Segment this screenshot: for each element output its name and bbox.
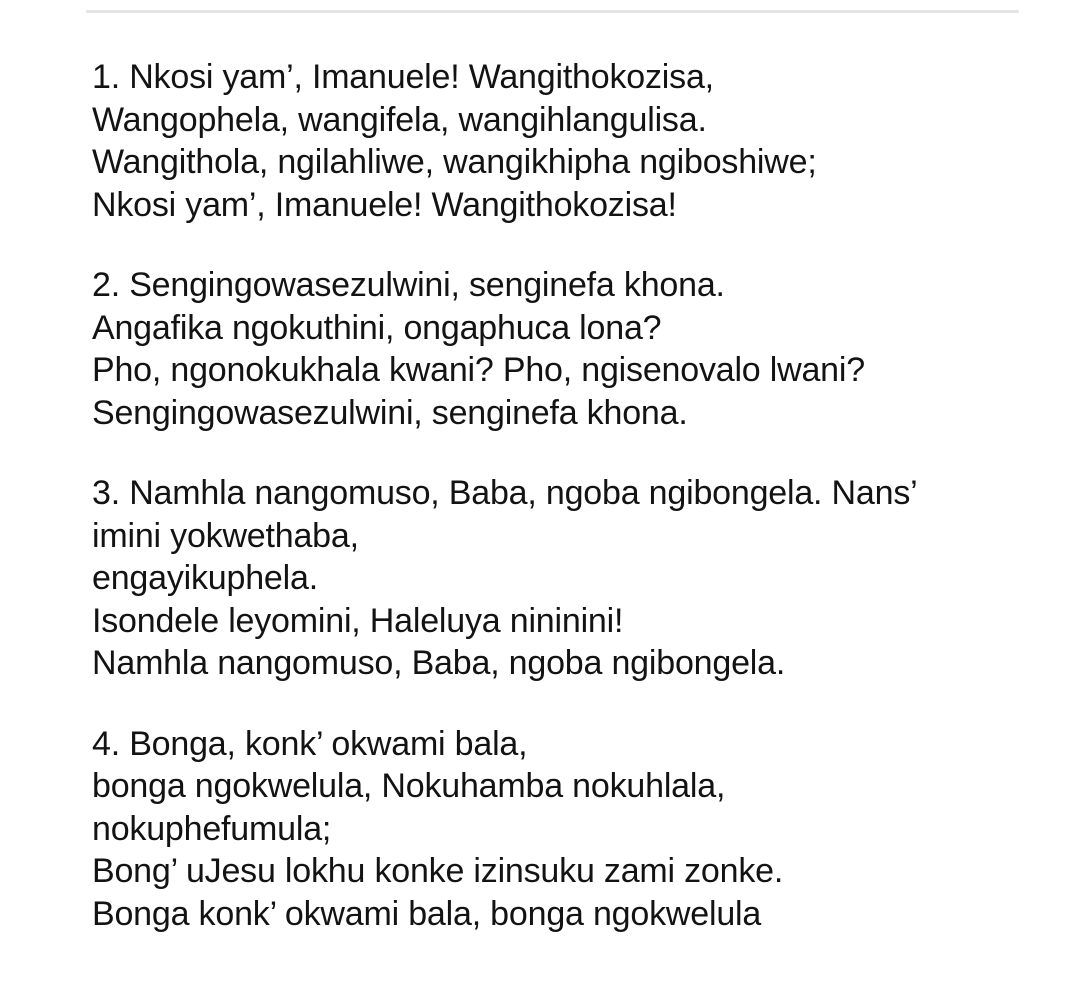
verse-line: Nkosi yam’, Imanuele! Wangithokozisa! xyxy=(92,185,677,224)
verse-line: Wangithola, ngilahliwe, wangikhipha ngiboshiwe; xyxy=(92,143,817,181)
document-page xyxy=(0,10,1080,986)
verse-line: bonga ngokwelula, Nokuhamba nokuhlala, xyxy=(92,767,726,805)
verse-line: Pho, ngonokukhala kwani? Pho, ngisenovalo lwani? xyxy=(92,351,865,389)
verse-line: Namhla nangomuso, Baba, ngoba ngibongela. xyxy=(92,644,786,682)
verse-2 xyxy=(92,264,1060,434)
verse-line: 2. Sengingowasezulwini, senginefa khona. xyxy=(92,266,725,304)
verse-line: 3. Namhla nangomuso, Baba, ngoba ngibongela. Nans’ xyxy=(92,474,918,512)
verse-line: Angafika ngokuthini, ongaphuca lona? xyxy=(92,308,662,347)
verse-line: Isondele leyomini, Haleluya nininini! xyxy=(92,601,624,640)
verse-line: 1. Nkosi yam’, Imanuele! Wangithokozisa, xyxy=(92,58,714,96)
verse-line: Bonga konk’ okwami bala, bonga ngokwelula xyxy=(92,894,762,933)
verse-line: Sengingowasezulwini, senginefa khona. xyxy=(92,393,688,432)
verse-1 xyxy=(92,56,1060,226)
verse-line: Bong’ uJesu lokhu konke izinsuku zami zonke. xyxy=(92,852,784,890)
verse-line: imini yokwethaba, xyxy=(92,516,359,555)
verse-3 xyxy=(92,472,1060,685)
verse-line: engayikuphela. xyxy=(92,559,318,597)
verse-line: 4. Bonga, konk’ okwami bala, xyxy=(92,724,528,763)
verse-line: nokuphefumula; xyxy=(92,809,332,848)
lyrics-content xyxy=(0,13,1080,935)
verse-4 xyxy=(92,723,1060,936)
verse-line: Wangophela, wangifela, wangihlangulisa. xyxy=(92,100,707,139)
